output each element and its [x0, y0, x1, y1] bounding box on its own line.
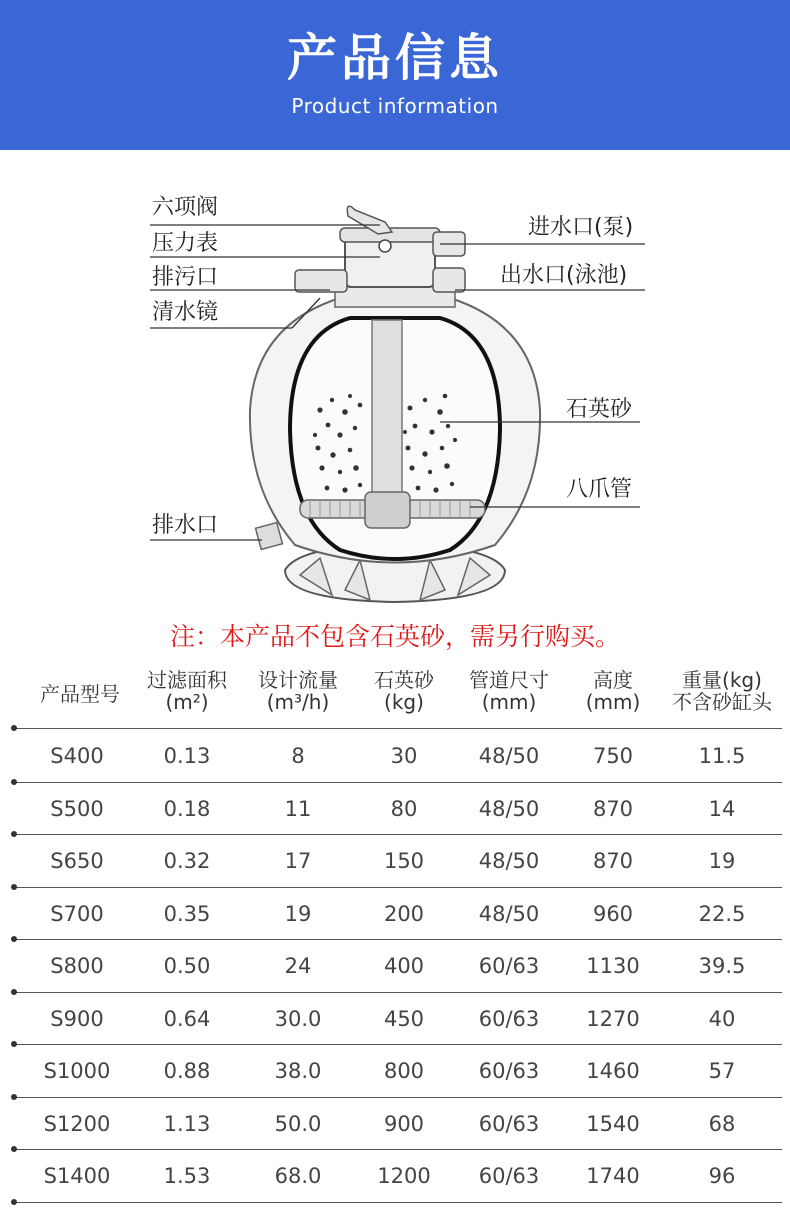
cell-flow-rate: 11 [284, 796, 312, 821]
label-water-drain: 排水口 [152, 513, 219, 538]
cell-model: S900 [50, 1006, 104, 1031]
label-outlet: 出水口(泳池) [500, 263, 628, 288]
header-height: 高度 (mm) [585, 668, 641, 714]
right-port-lower [433, 268, 465, 292]
cell-height: 1130 [586, 954, 640, 978]
label-laterals: 八爪管 [566, 477, 633, 502]
label-inlet: 进水口(泵) [528, 215, 634, 240]
table-row [0, 1044, 790, 1096]
label-drain-outlet: 排污口 [152, 265, 219, 290]
cell-pipe-size: 60/63 [478, 1059, 540, 1083]
cell-height: 750 [592, 744, 634, 768]
header-weight: 重量(kg) 不含砂缸头 [672, 668, 772, 714]
cell-weight: 39.5 [698, 954, 746, 978]
cell-filter-area: 0.18 [163, 796, 211, 821]
cell-flow-rate: 68.0 [274, 1164, 322, 1188]
cell-weight: 14 [708, 796, 736, 821]
label-quartz-sand: 石英砂 [566, 397, 633, 422]
table-row [0, 729, 790, 781]
cell-height: 1540 [586, 1111, 640, 1136]
table-header [0, 665, 790, 727]
left-port [295, 270, 347, 292]
cell-filter-area: 0.64 [163, 1006, 211, 1031]
cell-pipe-size: 60/63 [478, 1164, 540, 1188]
cell-quartz-sand: 80 [390, 796, 418, 821]
cell-filter-area: 0.13 [163, 744, 211, 768]
cell-pipe-size: 48/50 [478, 849, 540, 873]
cell-model: S1400 [43, 1164, 111, 1188]
label-pressure-gauge: 压力表 [152, 231, 219, 256]
cell-flow-rate: 38.0 [274, 1059, 322, 1083]
table-row [0, 834, 790, 886]
cell-height: 1270 [586, 1006, 640, 1031]
filter-diagram [0, 150, 790, 620]
cell-flow-rate: 19 [284, 901, 312, 926]
cell-weight: 68 [708, 1111, 736, 1136]
cell-quartz-sand: 150 [383, 849, 425, 873]
cell-quartz-sand: 400 [383, 954, 425, 978]
cell-filter-area: 0.35 [163, 901, 211, 926]
cell-model: S800 [50, 954, 104, 978]
cell-quartz-sand: 1200 [377, 1164, 431, 1188]
central-pipe [372, 320, 402, 500]
cell-pipe-size: 60/63 [478, 1006, 540, 1031]
cell-model: S1200 [43, 1111, 111, 1136]
cell-model: S1000 [43, 1059, 111, 1083]
cell-filter-area: 1.53 [163, 1164, 211, 1188]
cell-pipe-size: 48/50 [478, 796, 540, 821]
table-row [0, 887, 790, 939]
cell-pipe-size: 48/50 [478, 744, 540, 768]
cell-quartz-sand: 800 [383, 1059, 425, 1083]
table-row [0, 1097, 790, 1149]
header-flow-rate: 设计流量 (m³/h) [258, 668, 338, 714]
cell-height: 870 [592, 849, 634, 873]
cell-model: S700 [50, 901, 104, 926]
cell-height: 1460 [586, 1059, 640, 1083]
cell-weight: 11.5 [698, 744, 746, 768]
cell-flow-rate: 50.0 [274, 1111, 322, 1136]
cell-flow-rate: 17 [284, 849, 312, 873]
cell-pipe-size: 48/50 [478, 901, 540, 926]
cell-pipe-size: 60/63 [478, 954, 540, 978]
cell-height: 1740 [586, 1164, 640, 1188]
cell-filter-area: 1.13 [163, 1111, 211, 1136]
header-filter-area: 过滤面积 (m²) [147, 668, 227, 714]
table-row [0, 992, 790, 1044]
header-model: 产品型号 [40, 682, 120, 706]
sand-filter-illustration [0, 150, 790, 620]
header-pipe-size: 管道尺寸 (mm) [469, 668, 549, 714]
cell-filter-area: 0.50 [163, 954, 211, 978]
label-sight-glass: 清水镜 [152, 300, 219, 325]
cell-flow-rate: 8 [291, 744, 305, 768]
cell-model: S500 [50, 796, 104, 821]
table-row [0, 782, 790, 834]
table-row [0, 939, 790, 991]
page-title: 产品信息 [287, 29, 503, 87]
table-row [0, 1149, 790, 1201]
cell-weight: 22.5 [698, 901, 746, 926]
cell-quartz-sand: 200 [383, 901, 425, 926]
cell-height: 960 [592, 901, 634, 926]
page-subtitle: Product information [291, 94, 499, 118]
cell-weight: 57 [708, 1059, 736, 1083]
cell-pipe-size: 60/63 [478, 1111, 540, 1136]
cell-quartz-sand: 30 [390, 744, 418, 768]
cell-weight: 19 [708, 849, 736, 873]
row-divider [14, 1202, 782, 1203]
header-quartz-sand: 石英砂 (kg) [374, 668, 434, 714]
cell-flow-rate: 24 [284, 954, 312, 978]
cell-weight: 40 [708, 1006, 736, 1031]
pressure-gauge-dial [379, 240, 391, 252]
cell-model: S650 [50, 849, 104, 873]
cell-height: 870 [592, 796, 634, 821]
sand-not-included-note: 注：本产品不包含石英砂，需另行购买。 [169, 622, 620, 651]
cell-weight: 96 [708, 1164, 736, 1188]
drain-plug [256, 523, 283, 550]
label-six-way-valve: 六项阀 [152, 195, 219, 220]
cell-flow-rate: 30.0 [274, 1006, 322, 1031]
cell-filter-area: 0.32 [163, 849, 211, 873]
cell-quartz-sand: 900 [383, 1111, 425, 1136]
cell-filter-area: 0.88 [163, 1059, 211, 1083]
cell-model: S400 [50, 744, 104, 768]
header-banner [0, 0, 790, 150]
cell-quartz-sand: 450 [383, 1006, 425, 1031]
